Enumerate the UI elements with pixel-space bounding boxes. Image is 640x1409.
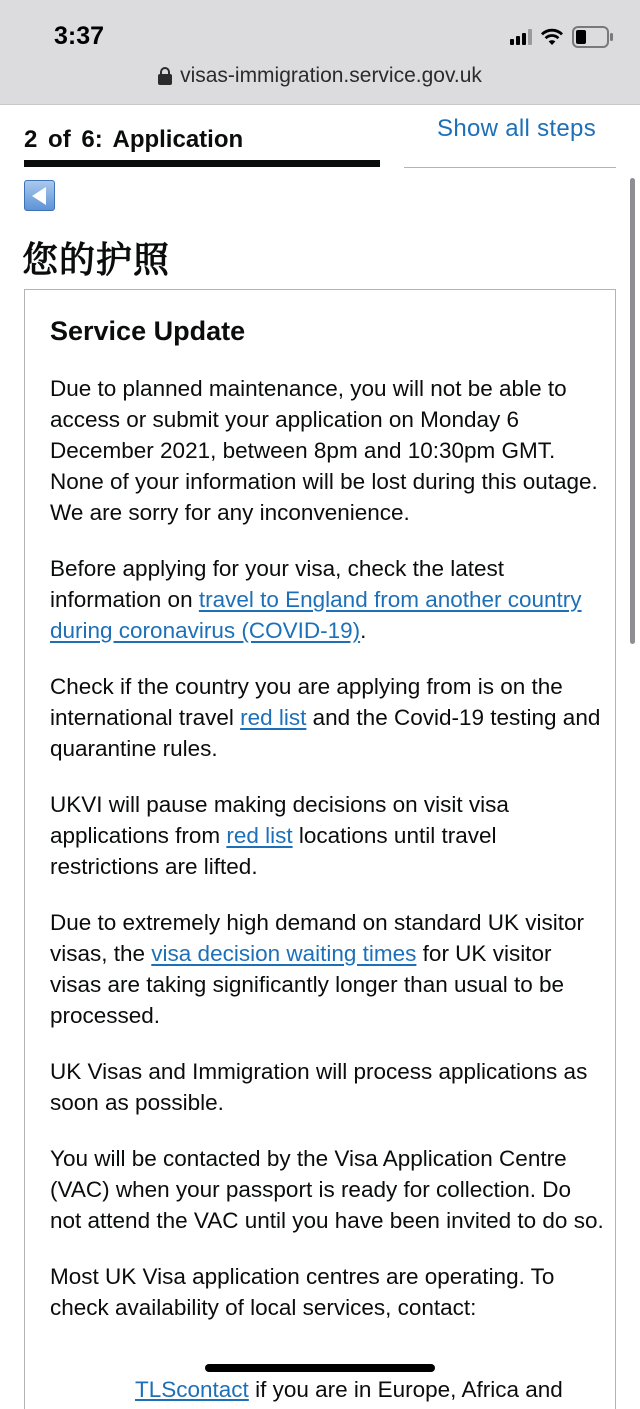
wifi-icon <box>540 28 564 46</box>
progress-bar <box>24 160 380 167</box>
red-list-link[interactable]: red list <box>240 705 307 730</box>
scrollbar[interactable] <box>630 178 635 644</box>
show-all-steps-link[interactable]: Show all steps <box>437 115 596 142</box>
battery-icon <box>572 26 614 48</box>
lock-icon <box>158 67 172 85</box>
red-list-link-2[interactable]: red list <box>226 823 293 848</box>
step-indicator: 2 of 6: Application <box>24 126 244 153</box>
paragraph-maintenance: Due to planned maintenance, you will not be able to access or submit your application on Monday 6 December 2021, between 8pm and 10:30pm GMT. None of your information will be lost during this outage. We are sorry for any inconvenience. <box>50 376 598 525</box>
page-title: 您的护照 <box>22 240 171 281</box>
paragraph-processing: UK Visas and Immigration will process applications as soon as possible. <box>50 1059 588 1115</box>
paragraph-demand: Due to extremely high demand on standard UK visitor visas, the visa decision waiting times for UK visitor visas are taking significantly longer than usual to be processed. <box>50 910 585 1028</box>
back-arrow-icon <box>32 187 46 205</box>
status-icons <box>510 26 614 48</box>
back-button[interactable] <box>24 180 55 211</box>
url-text: visas-immigration.service.gov.uk <box>180 64 482 87</box>
progress-divider <box>404 167 616 168</box>
paragraph-ukvi-pause: UKVI will pause making decisions on visit visa applications from red list locations until travel restrictions are lifted. <box>50 792 509 879</box>
service-update-heading: Service Update <box>50 316 246 346</box>
browser-chrome <box>0 0 640 105</box>
waiting-times-link[interactable]: visa decision waiting times <box>151 941 417 966</box>
paragraph-covid-travel: Before applying for your visa, check the latest information on travel to England from another country during coronavirus (COVID-19). <box>50 556 582 643</box>
covid-travel-link[interactable]: travel to England from another country during coronavirus (COVID-19) <box>50 587 582 643</box>
paragraph-centres: Most UK Visa application centres are operating. To check availability of local services, contact: <box>50 1264 555 1320</box>
tlscontact-link[interactable]: TLScontact <box>135 1377 249 1402</box>
cellular-signal-icon <box>510 29 532 45</box>
service-update-panel <box>24 289 616 1409</box>
address-bar[interactable] <box>0 64 640 88</box>
paragraph-vac-contact: You will be contacted by the Visa Application Centre (VAC) when your passport is ready for collection. Do not attend the VAC until you have been invited to do so. <box>50 1146 604 1233</box>
status-time: 3:37 <box>54 22 105 50</box>
service-update-body <box>50 373 605 1348</box>
home-indicator[interactable] <box>205 1364 435 1372</box>
step-progress <box>24 112 616 168</box>
list-item-tlscontact: TLScontact if you are in Europe, Africa and <box>135 1377 563 1402</box>
paragraph-red-list: Check if the country you are applying from is on the international travel red list and the Covid-19 testing and quarantine rules. <box>50 674 601 761</box>
